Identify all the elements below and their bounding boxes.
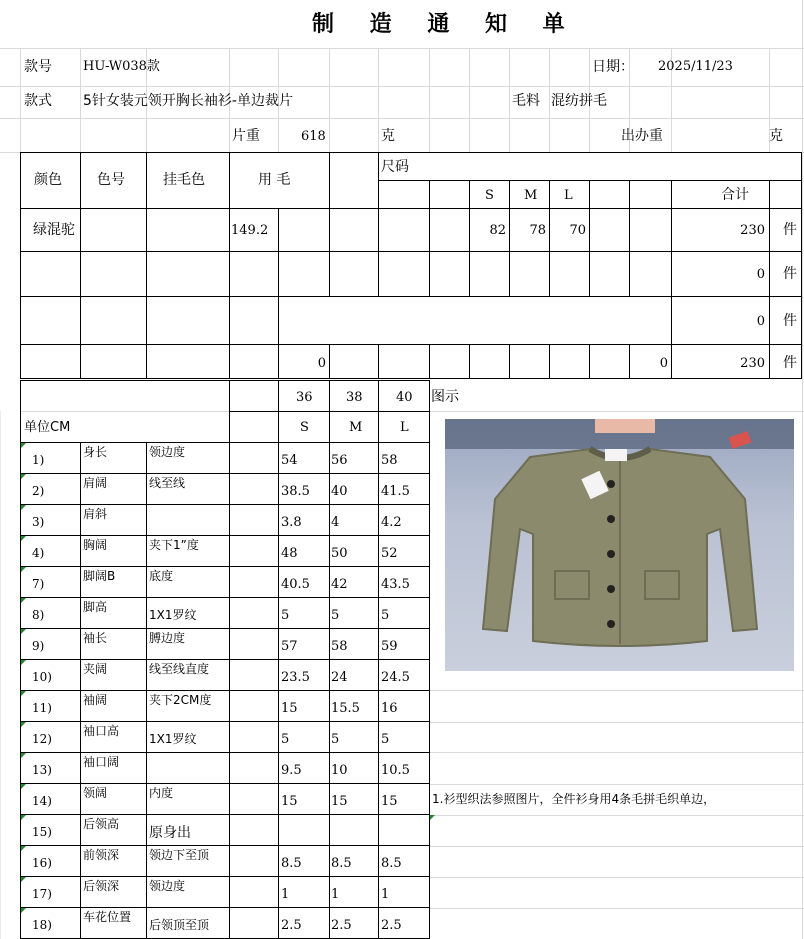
comment-marker-icon (21, 753, 26, 758)
spec-row-2-s: 38.5 (281, 484, 310, 499)
comment-marker-icon (21, 629, 26, 634)
spec-row-1-no: 1) (32, 453, 45, 467)
order-row-3-unit: 件 (783, 313, 797, 329)
spec-row-3-s: 3.8 (281, 515, 302, 530)
size-name-m: M (349, 420, 363, 435)
order-row-1-yarn-use: 149.2 (231, 223, 269, 238)
spec-row-14-no: 16) (32, 856, 52, 870)
spec-row-6-no: 8) (32, 608, 45, 622)
spec-row-4-name: 胸阔 (83, 538, 108, 552)
spec-row-5-name: 脚阔B (83, 569, 116, 583)
spec-row-7-l: 59 (381, 639, 398, 654)
comment-marker-icon (21, 877, 26, 882)
size-s-header: S (485, 188, 494, 203)
spec-row-16-m: 2.5 (331, 918, 352, 933)
col-total: 合计 (721, 187, 749, 203)
spec-row-15-no: 17) (32, 887, 52, 901)
document-title: 制 造 通 知 单 (312, 12, 579, 37)
spec-row-2-l: 41.5 (381, 484, 410, 499)
spec-row-8-name: 夹阔 (83, 662, 108, 676)
order-row-1-color: 绿混驼 (33, 222, 75, 238)
spec-row-14-l: 8.5 (381, 856, 402, 871)
style-no-value: HU-W038款 (83, 59, 160, 74)
col-size: 尺码 (381, 159, 409, 175)
spec-row-7-no: 9) (32, 639, 45, 653)
style-no-label: 款号 (24, 59, 52, 75)
order-row-1-qty-l: 70 (569, 223, 586, 238)
spec-row-12-no: 14) (32, 794, 52, 808)
spec-row-9-l: 16 (381, 701, 398, 716)
spec-row-1-m: 56 (331, 453, 348, 468)
spec-row-10-name: 袖口高 (83, 724, 120, 738)
spec-row-10-no: 12) (32, 732, 52, 746)
unit-label: 单位CM (24, 420, 71, 435)
spec-row-13-method: 原身出 (149, 825, 191, 841)
spec-row-8-l: 24.5 (381, 670, 410, 685)
spec-row-4-method: 夹下1”度 (149, 538, 199, 552)
comment-marker-icon (21, 846, 26, 851)
comment-marker-icon (21, 474, 26, 479)
spec-row-13-no: 15) (32, 825, 52, 839)
spec-row-11-m: 10 (331, 763, 348, 778)
spec-row-2-name: 肩阔 (83, 476, 108, 490)
piece-weight-unit: 克 (381, 128, 395, 144)
sample-weight-label: 出办重 (621, 128, 663, 144)
spec-row-14-name: 前领深 (83, 848, 120, 862)
spec-row-1-method: 领边度 (149, 445, 186, 459)
spec-row-5-s: 40.5 (281, 577, 310, 592)
size-num-36: 36 (296, 390, 313, 405)
comment-marker-icon (430, 815, 435, 820)
spec-row-3-name: 肩斜 (83, 507, 108, 521)
order-row-1-qty-s: 82 (489, 223, 506, 238)
spec-row-10-l: 5 (381, 732, 390, 747)
spec-row-5-no: 7) (32, 577, 45, 591)
spec-row-14-s: 8.5 (281, 856, 302, 871)
spec-row-8-s: 23.5 (281, 670, 310, 685)
spec-row-12-name: 领阔 (83, 786, 108, 800)
spec-row-6-name: 脚高 (83, 600, 108, 614)
order-row-2-total: 0 (756, 267, 765, 282)
comment-marker-icon (21, 908, 26, 913)
spec-row-4-l: 52 (381, 546, 398, 561)
spec-row-3-m: 4 (331, 515, 340, 530)
date-label: 日期： (592, 59, 634, 75)
order-row-3-total: 0 (756, 314, 765, 329)
spec-row-5-m: 42 (331, 577, 348, 592)
spec-row-8-m: 24 (331, 670, 348, 685)
spec-row-10-s: 5 (281, 732, 290, 747)
order-sum-unit: 件 (783, 355, 797, 371)
order-sum-extra: 0 (659, 356, 668, 371)
size-num-40: 40 (396, 390, 413, 405)
spec-row-14-method: 领边下至顶 (149, 848, 210, 862)
size-m-header: M (524, 188, 538, 203)
comment-marker-icon (21, 598, 26, 603)
spec-row-7-method: 膊边度 (149, 631, 186, 645)
spec-row-12-m: 15 (331, 794, 348, 809)
spec-row-9-s: 15 (281, 701, 298, 716)
order-row-1-total: 230 (740, 223, 765, 238)
comment-marker-icon (21, 443, 26, 448)
spec-row-2-method: 线至线 (149, 476, 186, 490)
production-note: 1.衫型织法参照图片，全件衫身用4条毛拼毛织单边， (432, 792, 716, 806)
comment-marker-icon (21, 536, 26, 541)
spec-row-5-l: 43.5 (381, 577, 410, 592)
size-name-l: L (400, 420, 409, 435)
order-sum-total: 230 (740, 356, 765, 371)
spec-row-11-s: 9.5 (281, 763, 302, 778)
size-name-s: S (300, 420, 309, 435)
col-yarn-use: 用 毛 (258, 172, 291, 188)
spec-row-16-s: 2.5 (281, 918, 302, 933)
spec-row-6-s: 5 (281, 608, 290, 623)
spec-row-9-method: 夹下2CM度 (149, 693, 212, 707)
spec-row-3-l: 4.2 (381, 515, 402, 530)
illustration-label: 图示 (431, 389, 459, 405)
spec-row-15-name: 后领深 (83, 879, 120, 893)
spec-row-15-m: 1 (331, 887, 340, 902)
spec-row-10-method: 1X1罗纹 (149, 732, 197, 746)
spec-row-6-l: 5 (381, 608, 390, 623)
spec-row-1-l: 58 (381, 453, 398, 468)
comment-marker-icon (21, 567, 26, 572)
comment-marker-icon (21, 505, 26, 510)
spec-row-6-m: 5 (331, 608, 340, 623)
spec-row-11-name: 袖口阔 (83, 755, 120, 769)
spec-row-15-l: 1 (381, 887, 390, 902)
spec-row-4-m: 50 (331, 546, 348, 561)
spec-row-16-l: 2.5 (381, 918, 402, 933)
spec-row-5-method: 底度 (149, 569, 174, 583)
spec-row-9-name: 袖阔 (83, 693, 108, 707)
comment-marker-icon (21, 722, 26, 727)
spec-row-8-no: 10) (32, 670, 52, 684)
spec-row-16-no: 18) (32, 918, 52, 932)
comment-marker-icon (21, 815, 26, 820)
spec-row-4-s: 48 (281, 546, 298, 561)
order-row-1-unit: 件 (783, 222, 797, 238)
col-color: 颜色 (34, 172, 62, 188)
spec-row-9-m: 15.5 (331, 701, 360, 716)
piece-weight-label: 片重 (232, 128, 260, 144)
piece-weight-value: 618 (301, 129, 326, 144)
comment-marker-icon (21, 784, 26, 789)
yarn-value: 混纺拼毛 (551, 93, 607, 109)
spec-row-7-s: 57 (281, 639, 298, 654)
spec-row-11-no: 13) (32, 763, 52, 777)
comment-marker-icon (21, 660, 26, 665)
order-row-2-unit: 件 (783, 266, 797, 282)
spec-row-3-no: 3) (32, 515, 45, 529)
comment-marker-icon (21, 691, 26, 696)
style-label: 款式 (24, 93, 52, 109)
spec-row-6-method: 1X1罗纹 (149, 608, 197, 622)
spec-row-14-m: 8.5 (331, 856, 352, 871)
spec-row-4-no: 4) (32, 546, 45, 560)
spec-row-9-no: 11) (32, 701, 52, 715)
spec-row-2-no: 2) (32, 484, 45, 498)
spec-row-2-m: 40 (331, 484, 348, 499)
size-l-header: L (564, 188, 573, 203)
spec-row-16-name: 车花位置 (83, 910, 132, 924)
spec-row-12-s: 15 (281, 794, 298, 809)
spec-row-7-name: 袖长 (83, 631, 108, 645)
spec-row-1-s: 54 (281, 453, 298, 468)
spec-row-7-m: 58 (331, 639, 348, 654)
date-value: 2025/11/23 (658, 59, 733, 74)
col-hanging: 挂毛色 (163, 172, 205, 188)
spec-row-16-method: 后领顶至顶 (149, 918, 210, 932)
spec-row-15-method: 领边度 (149, 879, 186, 893)
sweater-photo (445, 419, 794, 671)
size-num-38: 38 (346, 390, 363, 405)
order-row-1-qty-m: 78 (529, 223, 546, 238)
sample-weight-unit: 克 (769, 128, 783, 144)
col-color-no: 色号 (97, 172, 125, 188)
spec-row-13-name: 后领高 (83, 817, 120, 831)
spec-row-12-method: 内度 (149, 786, 174, 800)
spec-row-1-name: 身长 (83, 445, 108, 459)
spec-row-12-l: 15 (381, 794, 398, 809)
spec-row-11-l: 10.5 (381, 763, 410, 778)
spec-row-10-m: 5 (331, 732, 340, 747)
spec-row-8-method: 线至线直度 (149, 662, 210, 676)
style-value: 5针女装元领开胸长袖衫-单边裁片 (83, 93, 293, 109)
spec-row-15-s: 1 (281, 887, 290, 902)
yarn-label: 毛料 (512, 93, 540, 109)
order-sum-yarn: 0 (317, 356, 326, 371)
